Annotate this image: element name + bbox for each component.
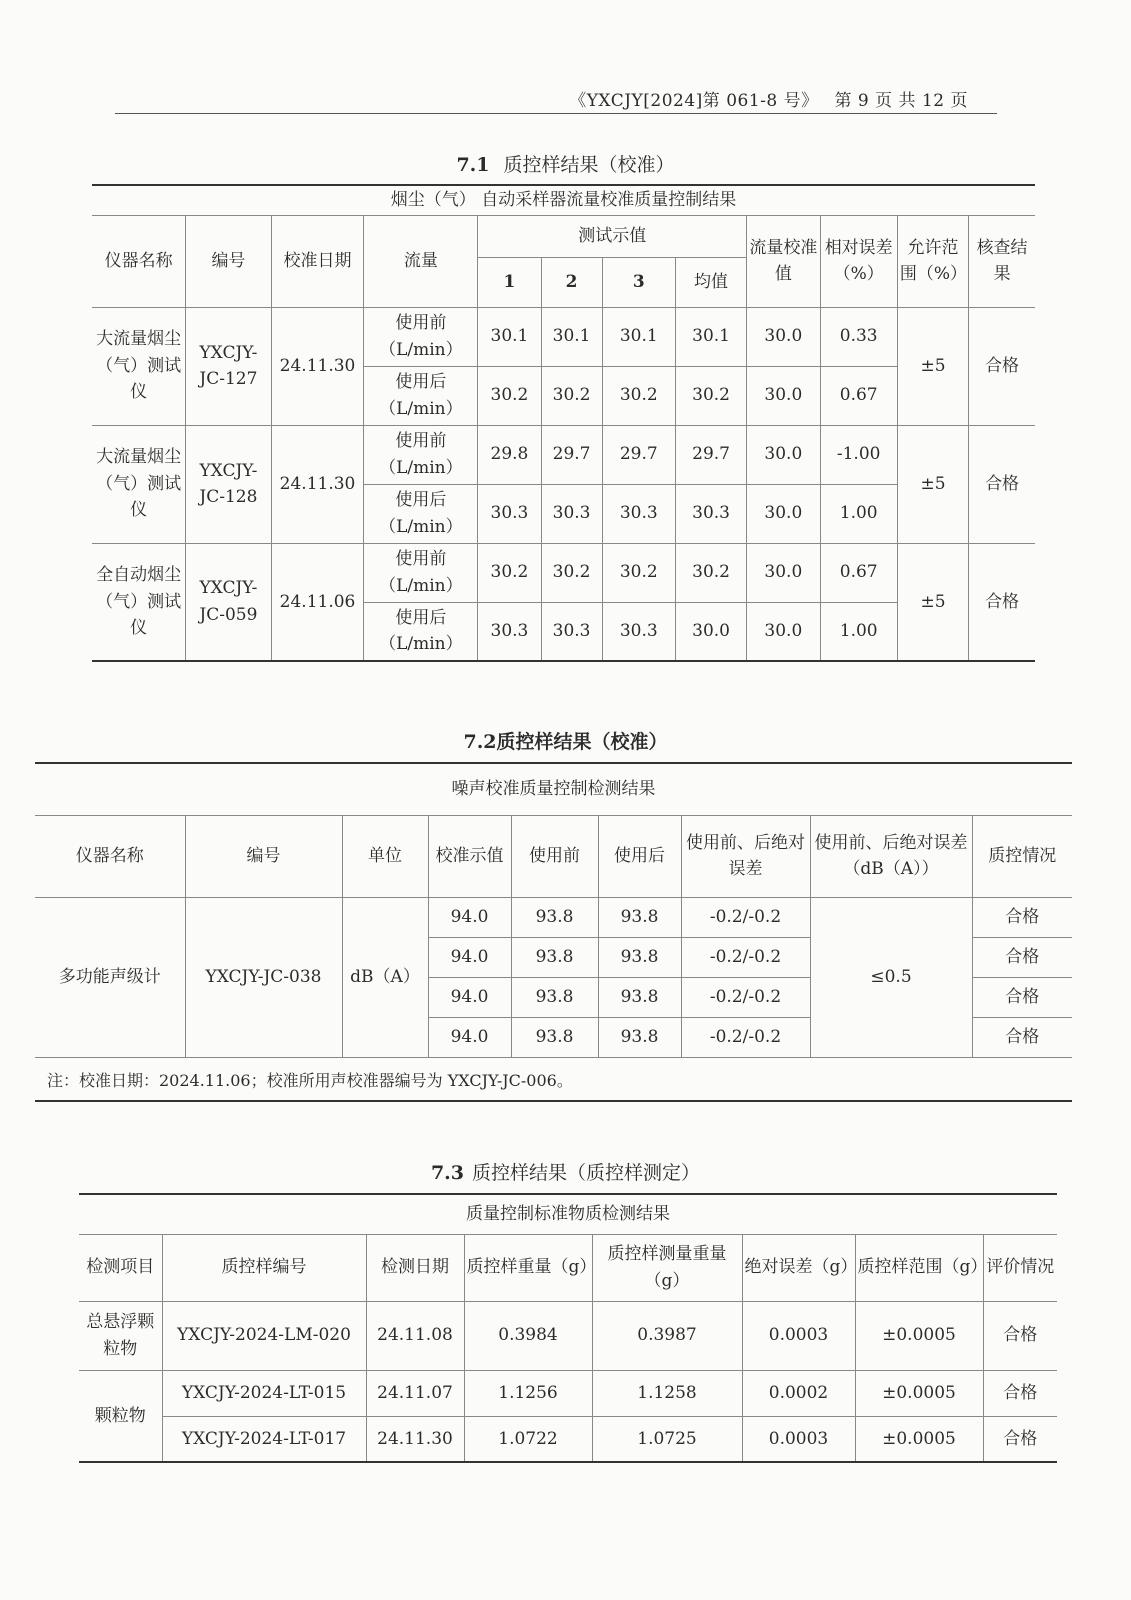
header-abs-error: 使用前、后绝对误差	[681, 815, 810, 897]
instrument-id: YXCJY-JC-059	[186, 543, 272, 661]
after-value: 93.8	[598, 1017, 681, 1057]
sample-weight: 1.0722	[464, 1416, 592, 1462]
test-value-2: 29.7	[541, 425, 602, 484]
allowed-range: ±5	[897, 307, 968, 425]
table-row	[92, 425, 1035, 484]
relative-error: 0.33	[820, 307, 897, 366]
calibration-value: 30.0	[747, 484, 820, 543]
evaluation: 合格	[983, 1301, 1057, 1370]
abs-error: 0.0002	[742, 1370, 855, 1416]
test-value-1: 30.3	[478, 602, 541, 661]
measured-weight: 0.3987	[592, 1301, 742, 1370]
calibration-value: 94.0	[428, 897, 511, 937]
test-value-3: 30.2	[602, 366, 675, 425]
flow-label: 使用前（L/min）	[364, 543, 478, 602]
sample-weight: 0.3984	[464, 1301, 592, 1370]
section-number: 7.3	[430, 1162, 465, 1184]
header-abs-error-db: 使用前、后绝对误差（dB（A））	[810, 815, 972, 897]
test-value-2: 30.3	[541, 484, 602, 543]
header-calibration: 校准示值	[428, 815, 511, 897]
before-value: 93.8	[511, 1017, 598, 1057]
relative-error: -1.00	[820, 425, 897, 484]
calibration-value: 30.0	[747, 543, 820, 602]
test-value-3: 30.3	[602, 484, 675, 543]
section-title-7-2: 7.2质控样结果（校准）	[463, 731, 668, 753]
status: 合格	[972, 1017, 1072, 1057]
header-item: 检测项目	[79, 1234, 162, 1301]
table-row	[79, 1301, 1057, 1370]
table-row	[92, 307, 1035, 366]
sample-range: ±0.0005	[855, 1370, 983, 1416]
test-average: 30.2	[675, 543, 746, 602]
sample-id: YXCJY-2024-LT-017	[162, 1416, 366, 1462]
test-average: 29.7	[675, 425, 746, 484]
calibration-date: 24.11.06	[271, 543, 364, 661]
after-value: 93.8	[598, 897, 681, 937]
header-abs-error: 绝对误差（g）	[742, 1234, 855, 1301]
flow-label: 使用前（L/min）	[364, 425, 478, 484]
header-average: 均值	[675, 257, 746, 307]
header-name: 仪器名称	[35, 815, 185, 897]
header-name: 仪器名称	[92, 215, 186, 307]
test-average: 30.1	[675, 307, 746, 366]
before-value: 93.8	[511, 937, 598, 977]
calibration-value: 94.0	[428, 977, 511, 1017]
instrument-id: YXCJY-JC-127	[186, 307, 272, 425]
calibration-date: 24.11.30	[271, 307, 364, 425]
header-date: 检测日期	[366, 1234, 464, 1301]
test-value-1: 30.1	[478, 307, 541, 366]
abs-error: -0.2/-0.2	[681, 897, 810, 937]
relative-error: 1.00	[820, 602, 897, 661]
relative-error: 1.00	[820, 484, 897, 543]
header-rule	[115, 113, 997, 114]
abs-error: -0.2/-0.2	[681, 937, 810, 977]
table-row	[79, 1370, 1057, 1416]
header-test-1: 1	[478, 257, 541, 307]
before-value: 93.8	[511, 897, 598, 937]
calibration-value: 30.0	[747, 425, 820, 484]
evaluation: 合格	[983, 1370, 1057, 1416]
header-flow: 流量	[364, 215, 478, 307]
quality-control-table	[79, 1193, 1057, 1463]
header-status: 质控情况	[972, 815, 1072, 897]
relative-error: 0.67	[820, 543, 897, 602]
test-value-2: 30.2	[541, 366, 602, 425]
check-result: 合格	[969, 425, 1035, 543]
test-average: 30.3	[675, 484, 746, 543]
unit: dB（A）	[342, 897, 428, 1057]
status: 合格	[972, 937, 1072, 977]
calibration-value: 30.0	[747, 366, 820, 425]
header-measured: 质控样测量重量（g）	[592, 1234, 742, 1301]
measured-weight: 1.0725	[592, 1416, 742, 1462]
check-result: 合格	[969, 543, 1035, 661]
test-value-3: 29.7	[602, 425, 675, 484]
flow-calibration-table	[92, 184, 1035, 662]
header-result: 核查结果	[969, 215, 1035, 307]
section-title-7-1	[0, 150, 1131, 177]
instrument-name: 大流量烟尘（气）测试仪	[92, 307, 186, 425]
section-heading: 质控样结果（质控样测定）	[472, 1162, 701, 1184]
table-note: 注：校准日期：2024.11.06；校准所用声校准器编号为 YXCJY-JC-006。	[47, 1071, 573, 1090]
header-id: 编号	[186, 215, 272, 307]
sample-id: YXCJY-2024-LM-020	[162, 1301, 366, 1370]
header-test-values: 测试示值	[478, 215, 747, 257]
section-title-7-3	[0, 1158, 1131, 1185]
header-sample-id: 质控样编号	[162, 1234, 366, 1301]
status: 合格	[972, 977, 1072, 1017]
sample-range: ±0.0005	[855, 1301, 983, 1370]
abs-error: -0.2/-0.2	[681, 977, 810, 1017]
table-row	[35, 897, 1072, 937]
note-rule	[35, 1100, 1072, 1102]
instrument-name: 大流量烟尘（气）测试仪	[92, 425, 186, 543]
status: 合格	[972, 897, 1072, 937]
test-item: 总悬浮颗粒物	[79, 1301, 162, 1370]
report-number: 《YXCJY[2024]第 061-8 号》	[569, 91, 819, 111]
abs-error: 0.0003	[742, 1301, 855, 1370]
header-test-3: 3	[602, 257, 675, 307]
test-value-1: 30.2	[478, 543, 541, 602]
test-value-1: 30.3	[478, 484, 541, 543]
instrument-id: YXCJY-JC-038	[185, 897, 342, 1057]
section-heading: 质控样结果（校准）	[503, 154, 675, 176]
header-before: 使用前	[511, 815, 598, 897]
test-date: 24.11.08	[366, 1301, 464, 1370]
allowed-range: ±5	[897, 543, 968, 661]
table-caption: 质量控制标准物质检测结果	[79, 1194, 1057, 1234]
calibration-value: 94.0	[428, 1017, 511, 1057]
instrument-name: 全自动烟尘（气）测试仪	[92, 543, 186, 661]
test-average: 30.0	[675, 602, 746, 661]
after-value: 93.8	[598, 937, 681, 977]
calibration-value: 30.0	[747, 307, 820, 366]
instrument-id: YXCJY-JC-128	[186, 425, 272, 543]
calibration-date: 24.11.30	[271, 425, 364, 543]
table-row	[79, 1416, 1057, 1462]
test-date: 24.11.07	[366, 1370, 464, 1416]
sample-weight: 1.1256	[464, 1370, 592, 1416]
header-unit: 单位	[342, 815, 428, 897]
header-calibration: 流量校准值	[747, 215, 820, 307]
flow-label: 使用前（L/min）	[364, 307, 478, 366]
check-result: 合格	[969, 307, 1035, 425]
calibration-value: 94.0	[428, 937, 511, 977]
page-info: 第 9 页 共 12 页	[834, 91, 968, 111]
abs-error: 0.0003	[742, 1416, 855, 1462]
header-date: 校准日期	[271, 215, 364, 307]
table-caption: 噪声校准质量控制检测结果	[35, 763, 1072, 815]
header-test-2: 2	[541, 257, 602, 307]
test-value-2: 30.1	[541, 307, 602, 366]
sample-id: YXCJY-2024-LT-015	[162, 1370, 366, 1416]
after-value: 93.8	[598, 977, 681, 1017]
test-value-2: 30.2	[541, 543, 602, 602]
test-date: 24.11.30	[366, 1416, 464, 1462]
sample-range: ±0.0005	[855, 1416, 983, 1462]
test-value-3: 30.1	[602, 307, 675, 366]
test-value-3: 30.3	[602, 602, 675, 661]
header-id: 编号	[185, 815, 342, 897]
evaluation: 合格	[983, 1416, 1057, 1462]
header-range: 质控样范围（g）	[855, 1234, 983, 1301]
test-value-1: 30.2	[478, 366, 541, 425]
test-value-2: 30.3	[541, 602, 602, 661]
abs-error: -0.2/-0.2	[681, 1017, 810, 1057]
header-allowed-range: 允许范围（%）	[897, 215, 968, 307]
table-caption: 烟尘（气） 自动采样器流量校准质量控制结果	[92, 185, 1035, 215]
flow-label: 使用后（L/min）	[364, 484, 478, 543]
page-header	[569, 86, 968, 111]
flow-label: 使用后（L/min）	[364, 602, 478, 661]
test-item: 颗粒物	[79, 1370, 162, 1462]
allowed-range: ±5	[897, 425, 968, 543]
calibration-value: 30.0	[747, 602, 820, 661]
header-after: 使用后	[598, 815, 681, 897]
section-number: 7.1	[456, 154, 490, 176]
test-value-3: 30.2	[602, 543, 675, 602]
before-value: 93.8	[511, 977, 598, 1017]
noise-calibration-table	[35, 762, 1072, 1058]
test-value-1: 29.8	[478, 425, 541, 484]
test-average: 30.2	[675, 366, 746, 425]
measured-weight: 1.1258	[592, 1370, 742, 1416]
header-relative-error: 相对误差（%）	[820, 215, 897, 307]
flow-label: 使用后（L/min）	[364, 366, 478, 425]
error-limit: ≤0.5	[810, 897, 972, 1057]
header-evaluation: 评价情况	[983, 1234, 1057, 1301]
header-weight: 质控样重量（g）	[464, 1234, 592, 1301]
relative-error: 0.67	[820, 366, 897, 425]
table-row	[92, 543, 1035, 602]
instrument-name: 多功能声级计	[35, 897, 185, 1057]
